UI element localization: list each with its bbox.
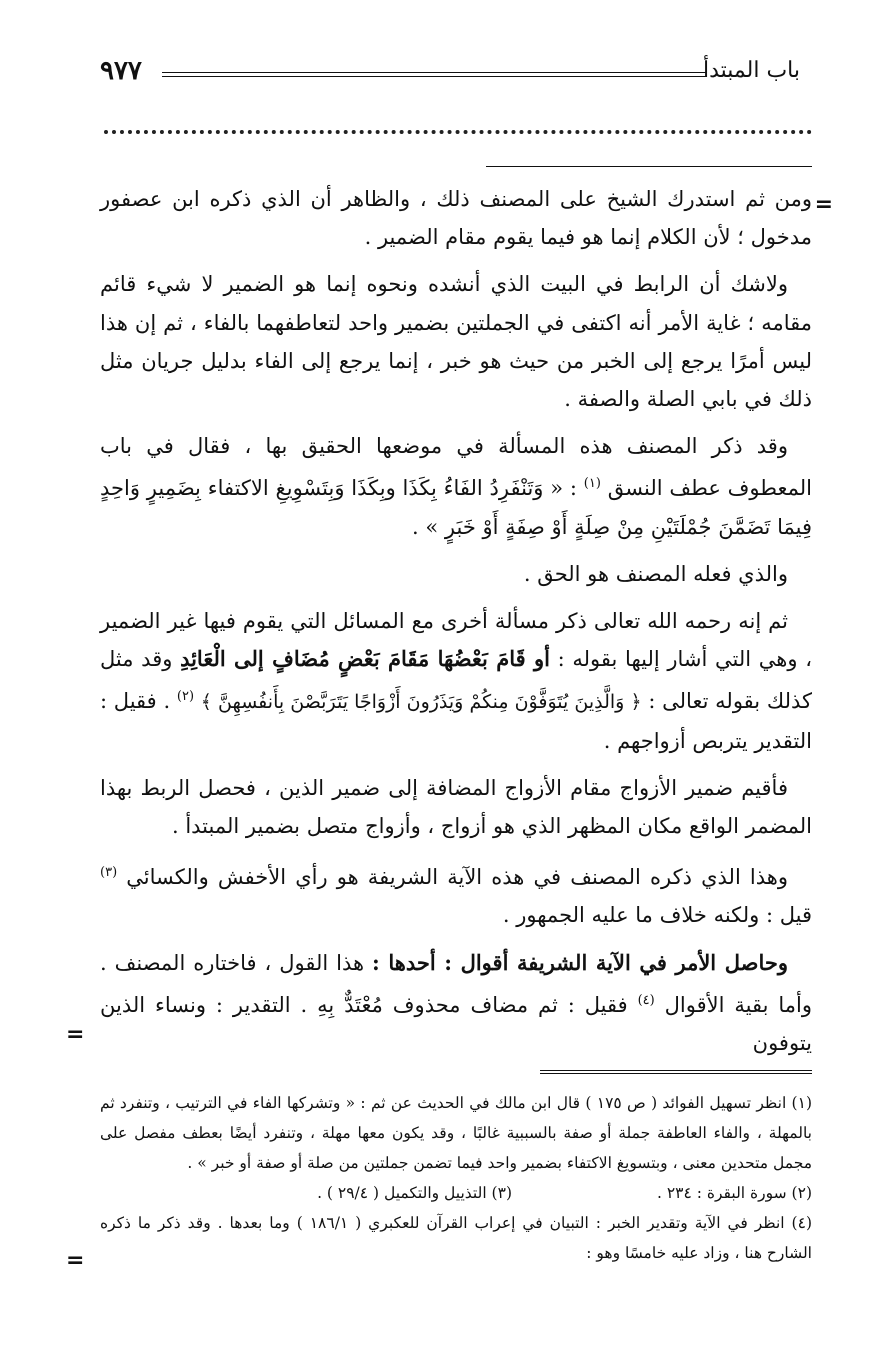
continuation-mark-top: = <box>814 192 833 217</box>
paragraph-4: والذي فعله المصنف هو الحق . <box>523 561 788 586</box>
paragraph-8-text-a: هذا القول ، فاختاره المصنف . وأما بقية الأقوال <box>100 950 812 1017</box>
footnote-ref-3: (٣) <box>100 865 118 881</box>
footnote-3: (٣) التذييل والتكميل ( ٢٩/٤ ) . <box>317 1184 512 1202</box>
main-text <box>100 180 812 1071</box>
short-separator <box>486 166 812 167</box>
paragraph-5 <box>100 602 812 760</box>
dotted-separator <box>104 130 812 134</box>
footnote-2: (٢) سورة البقرة : ٢٣٤ . <box>656 1184 812 1202</box>
paragraph-8-bold: وحاصل الأمر في الآية الشريفة أقوال : أحدها : <box>372 949 788 975</box>
matn-quote: أو قَامَ بَعْضُهَا مَقَامَ بَعْضٍ مُضَافٍ إلى الْعَائِدِ <box>180 646 550 672</box>
page-header <box>100 58 800 98</box>
paragraph-5-text-a: ثم إنه رحمه الله تعالى ذكر مسألة أخرى مع المسائل التي يقوم فيها غير الضمير ، وهي التي أشار إليها بقوله : <box>100 609 812 672</box>
paragraph-6: فأقيم ضمير الأزواج مقام الأزواج المضافة إلى ضمير الذين ، فحصل الربط بهذا المضمر الواقع مكان المظهر الذي هو أزواج ، وأزواج متصل بضمير المبتدأ . <box>100 775 812 839</box>
continuation-mark-bottom: = <box>66 1022 85 1047</box>
quran-verse: ﴿ وَالَّذِينَ يُتَوَفَّوْنَ مِنكُمْ وَيَذَرُونَ أَزْوَاجًا يَتَرَبَّصْنَ بِأَنفُسِهِنَّ ﴾ <box>200 691 642 714</box>
paragraph-5-text-b: وقد مثل كذلك بقوله تعالى : <box>100 647 812 714</box>
page-number: ٩٧٧ <box>100 56 142 86</box>
footnote-1: (١) انظر تسهيل الفوائد ( ص ١٧٥ ) قال ابن مالك في الحديث عن ثم : « وتشركها الفاء في الترتيب ، وتنفرد ثم بالمهلة ، والفاء العاطفة جملة أو صفة بالسببية غالبًا ، وقد يكون معها مهلة ، وتنفرد أيضًا بعطف مفصل على مجمل متحدين معنى ، وبتسويغ الاكتفاء بضمير واحد فيما تضمن جملتين من صلة أو صفة أو خبر » . <box>100 1094 812 1172</box>
paragraph-3-text-a: وقد ذكر المصنف هذه المسألة في موضعها الحقيق بها ، فقال في باب المعطوف عطف النسق <box>100 434 812 501</box>
paragraph-2: ولاشك أن الرابط في البيت الذي أنشده ونحوه إنما هو الضمير لا شيء قائم مقامه ؛ غاية الأمر أنه اكتفى في الجملتين بضمير واحد لتعاطفهما بالفاء ، ثم إن هذا ليس أمرًا يرجع إلى الخبر من حيث هو خبر ، إنما يرجع إلى الفاء بدليل جريان مثل ذلك في بابي الصلة والصفة . <box>100 272 812 412</box>
paragraph-7 <box>100 854 812 934</box>
paragraph-1: ومن ثم استدرك الشيخ على المصنف ذلك ، والظاهر أن الذي ذكره ابن عصفور مدخول ؛ لأن الكلام إنما هو فيما يقوم مقام الضمير . <box>100 187 812 250</box>
paragraph-7-text-a: وهذا الذي ذكره المصنف في هذه الآية الشريفة هو رأي الأخفش والكسائي <box>126 865 788 890</box>
footnote-ref-1: (١) <box>583 476 601 492</box>
footnote-row-2-3 <box>100 1178 812 1208</box>
footnote-ref-2: (٢) <box>176 689 195 705</box>
header-rule <box>162 72 706 77</box>
chapter-title: باب المبتدأ <box>702 58 800 83</box>
paragraph-5-text-c: . فقيل : التقدير يتربص أزواجهم . <box>100 689 812 753</box>
paragraph-8 <box>100 944 812 1063</box>
footnote-4: (٤) انظر في الآية وتقدير الخبر : التبيان في إعراب القرآن للعكبري ( ١٨٦/١ ) وما بعدها . وقد ذكر ما ذكره الشارح هنا ، وزاد عليه خامسًا وهو : <box>100 1214 812 1262</box>
paragraph-3 <box>100 427 812 546</box>
paragraph-8-text-b: فقيل : ثم مضاف محذوف مُعْتَدٌّ بِهِ . التقدير : ونساء الذين يتوفون <box>100 992 812 1056</box>
footnotes <box>100 1088 812 1268</box>
footnote-ref-4: (٤) <box>637 992 655 1008</box>
footnote-separator <box>540 1070 812 1074</box>
paragraph-3-text-b: : « وَتَنْفَرِدُ الفَاءُ بِكَذَا وبِكَذَا وَبِتَسْوِيغِ الاكتفاء بِضَمِيرٍ وَاحِدٍ فِيمَا تَضَمَّنَ جُمْلَتَيْنِ مِنْ صِلَةٍ أَوْ صِفَةٍ أَوْ خَبَرٍ » . <box>100 476 812 539</box>
paragraph-7-text-b: قيل : ولكنه خلاف ما عليه الجمهور . <box>502 903 812 928</box>
footnote-continuation-mark: = <box>66 1248 85 1273</box>
